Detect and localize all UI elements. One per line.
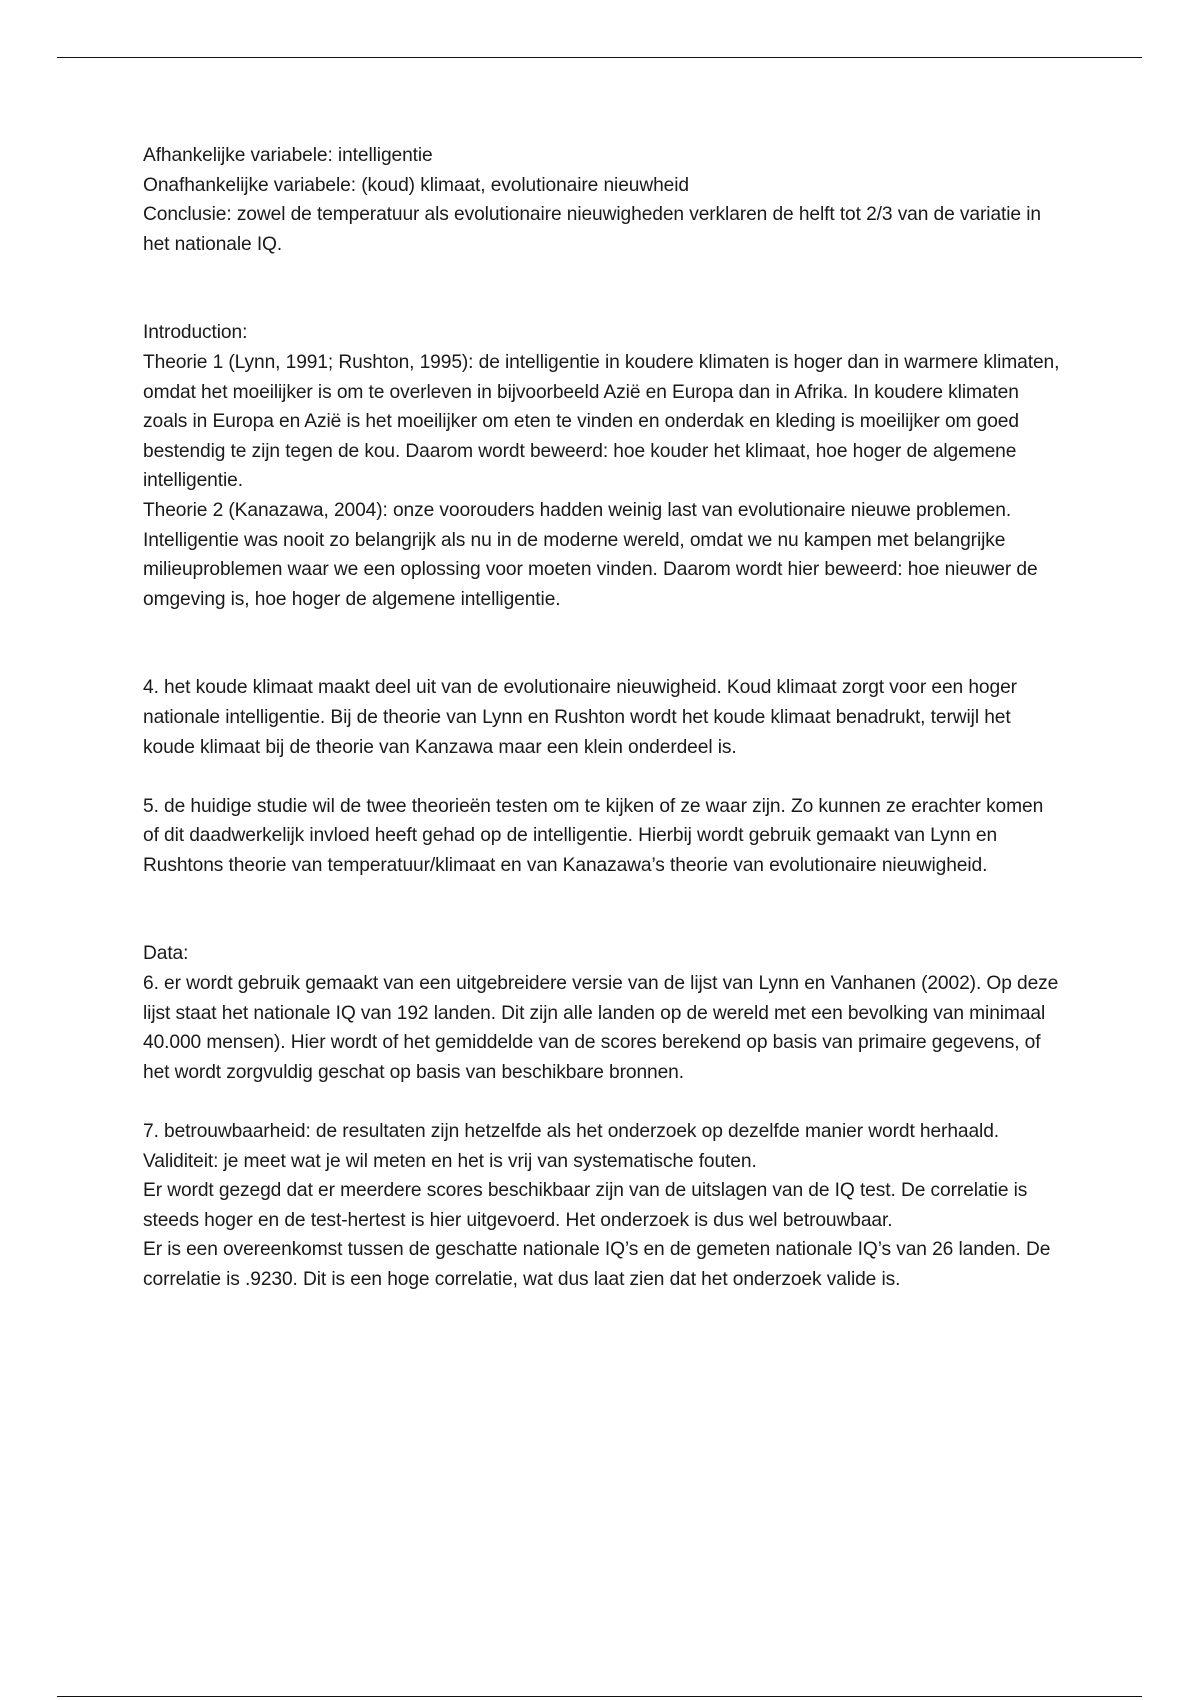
reliability-paragraph: 7. betrouwbaarheid: de resultaten zijn hetzelfde als het onderzoek op dezelfde manier wordt herhaald. (143, 1121, 1000, 1143)
section-variables (143, 141, 1063, 259)
point-5-paragraph: 5. de huidige studie wil de twee theorieën testen om te kijken of ze waar zijn. Zo kunnen ze erachter komen of dit daadwerkelijk invloed heeft gehad op de intelligentie. Hierbij wordt gebruik gemaakt van Lynn en Rushtons theorie van temperatuur/klimaat en van Kanazawa’s theorie van evolutionaire nieuwigheid. (143, 795, 1044, 876)
footer-rule (57, 1696, 1142, 1697)
section-introduction (143, 318, 1063, 614)
test-retest-paragraph: Er wordt gezegd dat er meerdere scores beschikbaar zijn van de uitslagen van de IQ test. De correlatie is steeds hoger en de test-hertest is hier uitgevoerd. Het onderzoek is dus wel betrouwbaar. (143, 1180, 1028, 1231)
section-point-5 (143, 792, 1063, 881)
independent-variable-line: Onafhankelijke variabele: (koud) klimaat, evolutionaire nieuwheid (143, 174, 689, 196)
point-6-paragraph: 6. er wordt gebruik gemaakt van een uitgebreidere versie van de lijst van Lynn en Vanhanen (2002). Op deze lijst staat het nationale IQ van 192 landen. Dit zijn alle landen op de wereld met een bevolking van minimaal 40.000 mensen). Hier wordt of het gemiddelde van de scores berekend op basis van primaire gegevens, of het wordt zorgvuldig geschat op basis van beschikbare bronnen. (143, 973, 1059, 1083)
dependent-variable-line: Afhankelijke variabele: intelligentie (143, 145, 433, 166)
validity-paragraph: Validiteit: je meet wat je wil meten en het is vrij van systematische fouten. (143, 1150, 757, 1172)
section-point-4 (143, 673, 1063, 762)
header-rule (57, 57, 1142, 58)
theory-1-paragraph: Theorie 1 (Lynn, 1991; Rushton, 1995): de intelligentie in koudere klimaten is hoger dan in warmere klimaten, omdat het moeilijker is om te overleven in bijvoorbeeld Azië en Europa dan in Afrika. In koudere klimaten zoals in Europa en Azië is het moeilijker om eten te vinden en onderdak en kleding is moeilijker om goed bestendig te zijn tegen de kou. Daarom wordt beweerd: hoe kouder het klimaat, hoe hoger de algemene intelligentie. (143, 351, 1060, 492)
theory-2-paragraph: Theorie 2 (Kanazawa, 2004): onze voorouders hadden weinig last van evolutionaire nieuwe problemen. Intelligentie was nooit zo belangrijk als nu in de moderne wereld, omdat we nu kampen met belangrijke milieuproblemen waar we een oplossing voor moeten vinden. Daarom wordt hier beweerd: hoe nieuwer de omgeving is, hoe hoger de algemene intelligentie. (143, 499, 1038, 610)
section-data (143, 939, 1063, 1087)
introduction-heading: Introduction: (143, 322, 248, 344)
section-point-7 (143, 1117, 1063, 1295)
correlation-paragraph: Er is een overeenkomst tussen de geschatte nationale IQ’s en de gemeten nationale IQ’s van 26 landen. De correlatie is .9230. Dit is een hoge correlatie, wat dus laat zien dat het onderzoek valide is. (143, 1239, 1051, 1290)
conclusion-line: Conclusie: zowel de temperatuur als evolutionaire nieuwigheden verklaren de helft tot 2/3 van de variatie in het nationale IQ. (143, 204, 1041, 255)
document-body (143, 141, 1063, 1295)
data-heading: Data: (143, 943, 189, 965)
point-4-paragraph: 4. het koude klimaat maakt deel uit van de evolutionaire nieuwigheid. Koud klimaat zorgt voor een hoger nationale intelligentie. Bij de theorie van Lynn en Rushton wordt het koude klimaat benadrukt, terwijl het koude klimaat bij de theorie van Kanzawa maar een klein onderdeel is. (143, 677, 1017, 758)
